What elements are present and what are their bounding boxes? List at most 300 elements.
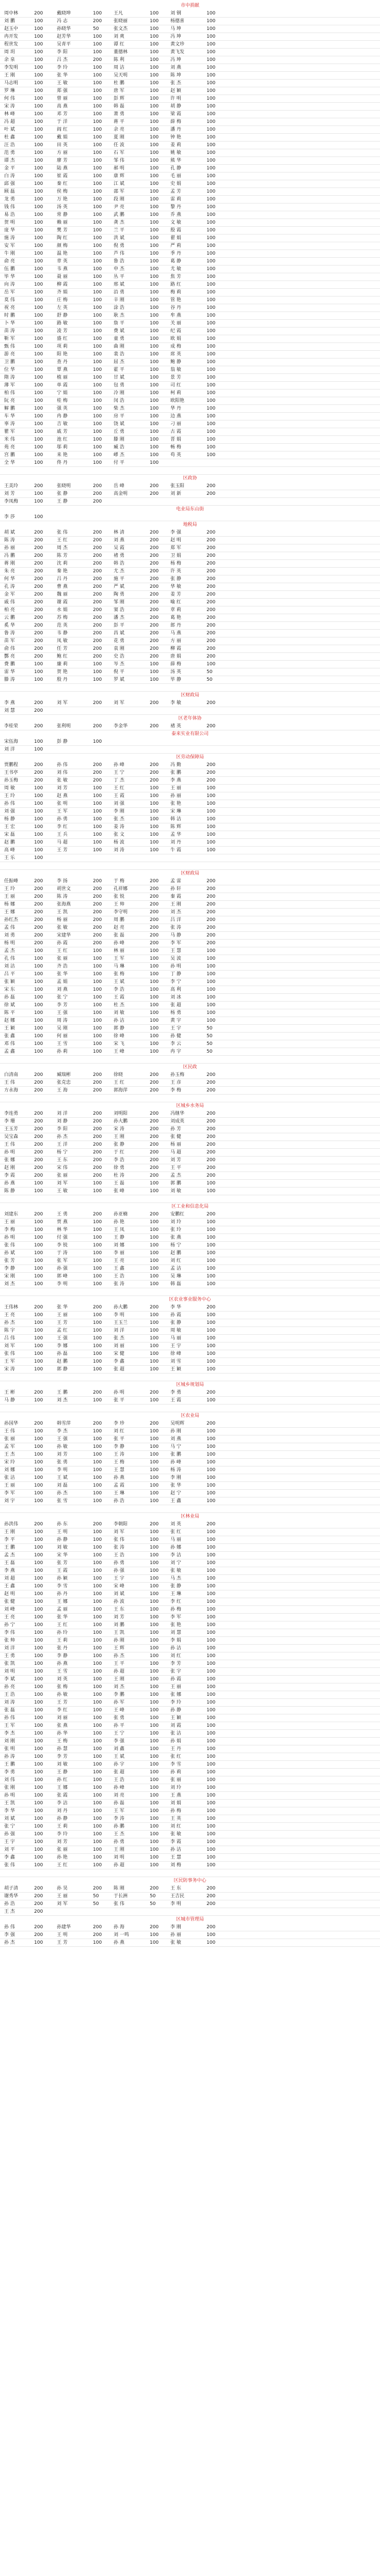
donor-name-cell: 王 颖 [4, 1026, 15, 1031]
donation-amount-cell [207, 498, 227, 505]
donation-amount-cell: 100 [93, 1344, 102, 1349]
donation-amount-cell: 100 [34, 1839, 43, 1845]
donation-amount-cell: 100 [93, 1940, 102, 1945]
table-row [0, 630, 380, 637]
donation-amount-cell: 100 [150, 1661, 159, 1666]
donation-amount-cell: 200 [207, 600, 216, 605]
donation-amount-cell: 100 [34, 1715, 43, 1721]
donation-amount-cell: 100 [93, 1220, 102, 1225]
donation-amount-cell: 100 [34, 228, 43, 233]
donation-amount-cell: 100 [34, 391, 43, 396]
donor-name-cell: 俞 伟 [4, 646, 15, 651]
donor-name-cell: 李 敏 [170, 700, 181, 706]
section-title: 区政协 [183, 476, 197, 481]
donor-name-cell: 张 涛 [114, 1545, 124, 1550]
donation-amount-cell: 100 [93, 391, 102, 396]
donor-name-cell: 孙 涛 [4, 1754, 15, 1759]
donation-amount-cell: 100 [150, 1723, 159, 1728]
donor-name-cell: 张 颖 [4, 979, 15, 985]
table-row [0, 1342, 380, 1350]
donation-amount-cell: 100 [93, 421, 102, 427]
donor-name-cell: 李金华 [114, 724, 128, 729]
donor-name-cell: 裴 浩 [114, 352, 124, 357]
donation-amount-cell: 100 [150, 352, 159, 357]
donor-name-cell: 王书亭 [4, 770, 19, 775]
donation-amount-cell: 200 [93, 483, 102, 489]
donor-name-cell: 向 涛 [4, 282, 15, 287]
donation-amount-cell: 100 [150, 96, 159, 101]
donor-name-cell: 王 斌 [114, 1754, 124, 1759]
donor-name-cell: 孙 静 [57, 1816, 68, 1821]
table-row [0, 1281, 380, 1288]
donor-name-cell: 孙 杰 [114, 1653, 124, 1659]
donor-name-cell: 张 伟 [114, 1537, 124, 1542]
donation-amount-cell: 100 [207, 212, 216, 217]
donor-name-cell [114, 1056, 150, 1063]
donation-amount-cell: 100 [150, 1584, 159, 1589]
donation-amount-cell: 200 [34, 886, 43, 892]
donation-amount-cell: 100 [93, 662, 102, 667]
donor-name-cell: 李 玲 [170, 1700, 181, 1705]
donation-amount-cell: 100 [93, 104, 102, 109]
donor-name-cell: 王伟林 [4, 1305, 19, 1310]
donor-name-cell: 刘 爽 [114, 34, 124, 39]
section-title: 地税局 [183, 522, 197, 527]
donation-amount-cell: 200 [150, 770, 159, 775]
donor-name-cell: 安鹏红 [170, 1212, 185, 1217]
donor-name-cell: 滕 涛 [4, 677, 15, 682]
donation-amount-cell: 200 [207, 886, 216, 892]
donor-name-cell: 李发明 [4, 65, 19, 70]
donor-name-cell: 刘 娟 [170, 1801, 181, 1806]
donor-name-cell: 孟 洁 [170, 1266, 181, 1271]
donor-name-cell: 陈 芳 [57, 553, 68, 558]
donation-amount-cell: 100 [93, 313, 102, 318]
donation-amount-cell: 100 [34, 143, 43, 148]
donation-amount-cell: 100 [93, 1824, 102, 1829]
donor-name-cell: 姜 莉 [170, 143, 181, 148]
donation-amount-cell: 100 [150, 236, 159, 241]
donation-amount-cell: 100 [207, 1653, 216, 1659]
donor-name-cell: 陈 涛 [4, 538, 15, 543]
donor-name-cell: 张 磊 [4, 1708, 15, 1713]
donor-name-cell: 王 琳 [114, 1491, 124, 1496]
donor-name-cell: 贾鹏程 [4, 762, 19, 768]
donation-amount-cell: 100 [207, 1808, 216, 1814]
table-row [0, 1699, 380, 1707]
donation-amount-cell: 200 [34, 1522, 43, 1527]
donor-name-cell: 冯 鹏 [4, 553, 15, 558]
donation-amount-cell: 100 [93, 406, 102, 411]
donation-amount-cell: 100 [93, 1429, 102, 1434]
table-row [0, 1683, 380, 1691]
donor-name-cell [4, 684, 34, 691]
table-row [0, 971, 380, 978]
donation-amount-cell: 100 [150, 1475, 159, 1480]
donor-name-cell: 阮 亮 [4, 398, 15, 403]
donation-amount-cell: 100 [150, 336, 159, 341]
donation-amount-cell: 100 [207, 1282, 216, 1287]
donation-amount-cell: 200 [34, 762, 43, 768]
donor-name-cell: 王 霞 [114, 995, 124, 1000]
donation-amount-cell: 200 [150, 1421, 159, 1426]
donation-amount-cell: 100 [150, 964, 159, 969]
donation-amount-cell: 100 [207, 1855, 216, 1860]
table-row [0, 1823, 380, 1831]
donor-name-cell: 刘 雪 [170, 1359, 181, 1364]
donor-name-cell: 姚 敏 [170, 150, 181, 155]
donation-amount-cell: 100 [93, 1700, 102, 1705]
donor-name-cell: 褚 英 [170, 724, 181, 729]
donation-amount-cell: 100 [207, 1824, 216, 1829]
section-title: 区民政 [183, 1065, 197, 1070]
donation-amount-cell [150, 1288, 170, 1295]
donor-name-cell: 王 莉 [57, 1638, 68, 1643]
donor-name-cell: 徐 峰 [170, 1351, 181, 1356]
donation-amount-cell: 100 [150, 1770, 159, 1775]
donor-name-cell: 李 杰 [4, 1731, 15, 1736]
donation-amount-cell: 100 [207, 1553, 216, 1558]
donor-name-cell: 曾 丽 [57, 96, 68, 101]
table-row [0, 1056, 380, 1064]
table-row [0, 1288, 380, 1296]
donation-amount-cell: 100 [34, 220, 43, 225]
donor-name-cell: 丛 平 [114, 274, 124, 279]
donation-amount-cell: 100 [93, 1568, 102, 1573]
donation-amount-cell: 200 [34, 1142, 43, 1147]
donation-amount-cell: 200 [93, 762, 102, 768]
donation-amount-cell: 200 [207, 538, 216, 543]
donation-amount-cell: 100 [93, 1762, 102, 1767]
donor-name-cell: 张 玲 [170, 1227, 181, 1232]
donation-amount-cell: 100 [93, 1731, 102, 1736]
donation-amount-cell: 100 [34, 460, 43, 465]
table-row [0, 1466, 380, 1474]
donor-name-cell: 王 凯 [57, 910, 68, 915]
donation-amount-cell: 100 [150, 1274, 159, 1279]
donation-amount-cell: 100 [150, 1785, 159, 1790]
donor-name-cell [4, 1095, 34, 1102]
donation-amount-cell: 100 [207, 824, 216, 830]
donor-name-cell: 龙 勇 [4, 197, 15, 202]
donation-amount-cell: 100 [207, 1762, 216, 1767]
donation-amount-cell: 100 [34, 1793, 43, 1798]
donor-name-cell [114, 1373, 150, 1381]
donation-amount-cell: 100 [207, 398, 216, 403]
donation-amount-cell: 200 [150, 1080, 159, 1085]
donor-name-cell: 李 杰 [57, 1429, 68, 1434]
donation-amount-cell: 100 [34, 19, 43, 24]
donor-name-cell: 周 敏 [170, 1328, 181, 1333]
donor-name-cell: 易 浩 [4, 212, 15, 217]
table-row [0, 1900, 380, 1908]
table-row [0, 591, 380, 599]
donation-amount-cell: 100 [93, 143, 102, 148]
donor-name-cell [4, 1288, 34, 1295]
donation-amount-cell: 100 [34, 1452, 43, 1457]
donation-amount-cell: 200 [207, 483, 216, 489]
donor-name-cell: 萧 勇 [114, 112, 124, 117]
donation-amount-cell: 100 [93, 1777, 102, 1783]
donation-amount-cell: 200 [150, 762, 159, 768]
donor-name-cell: 段 刚 [114, 197, 124, 202]
donation-amount-cell: 100 [34, 1684, 43, 1690]
donation-amount-cell: 200 [34, 1886, 43, 1891]
donation-amount-cell: 100 [93, 1313, 102, 1318]
table-row [0, 699, 380, 707]
table-row [0, 219, 380, 227]
donor-name-cell: 王 宇 [170, 1344, 181, 1349]
donor-name-cell: 李 红 [57, 824, 68, 830]
donor-name-cell [114, 854, 150, 862]
donor-name-cell: 孙 鹏 [114, 1824, 124, 1829]
donation-amount-cell: 100 [34, 1591, 43, 1597]
donor-name-cell: 刘 一鸣 [114, 1932, 129, 1938]
donation-amount-cell: 200 [93, 538, 102, 543]
donation-amount-cell: 100 [34, 747, 43, 752]
donation-amount-cell: 200 [34, 607, 43, 613]
donation-amount-cell: 100 [150, 1940, 159, 1945]
donor-name-cell: 王 凯 [114, 1630, 124, 1635]
table-row [0, 1033, 380, 1040]
donor-name-cell: 张克忠 [57, 1080, 71, 1085]
donation-amount-cell: 200 [207, 615, 216, 620]
donation-amount-cell: 200 [150, 700, 159, 706]
donor-name-cell [170, 1505, 207, 1512]
donation-amount-cell: 100 [34, 1708, 43, 1713]
donation-amount-cell: 100 [207, 1568, 216, 1573]
donor-name-cell: 孙 艳 [57, 1855, 68, 1860]
donor-name-cell: 翁 敏 [170, 367, 181, 372]
donation-amount-cell: 100 [207, 972, 216, 977]
donation-amount-cell: 200 [207, 879, 216, 884]
table-row [0, 1598, 380, 1606]
donation-amount-cell: 100 [34, 50, 43, 55]
donation-amount-cell: 100 [207, 135, 216, 140]
donation-amount-cell [207, 746, 227, 753]
table-row [0, 1404, 380, 1412]
donor-name-cell: 张 燕 [170, 1235, 181, 1240]
table-row [0, 258, 380, 266]
donation-amount-cell: 100 [150, 1677, 159, 1682]
donor-name-cell: 刘 红 [114, 1429, 124, 1434]
table-row [0, 1497, 380, 1505]
table-row [0, 165, 380, 173]
donor-name-cell: 毛 丽 [170, 174, 181, 179]
donor-name-cell: 孙 霞 [57, 941, 68, 946]
donor-name-cell: 王 兵 [57, 832, 68, 837]
donor-name-cell: 王 军 [114, 1808, 124, 1814]
table-row [0, 1335, 380, 1342]
table-row [0, 1637, 380, 1645]
donor-name-cell: 祝 亮 [4, 305, 15, 310]
donation-amount-cell: 100 [150, 1235, 159, 1240]
table-row [0, 397, 380, 405]
donation-amount-cell: 100 [207, 1770, 216, 1775]
donation-amount-cell: 200 [150, 894, 159, 899]
donor-name-cell: 刘 勇 [4, 933, 15, 938]
donor-name-cell: 植 丽 [57, 375, 68, 380]
donation-amount-cell: 100 [34, 801, 43, 806]
donor-name-cell: 张 华 [57, 1305, 68, 1310]
donation-amount-cell: 100 [93, 1638, 102, 1643]
section-title: 电业局东山街 [176, 507, 204, 512]
donor-name-cell: 杨 涛 [170, 1467, 181, 1473]
donation-amount-cell: 200 [93, 1522, 102, 1527]
donation-amount-cell: 200 [34, 1165, 43, 1170]
donation-amount-cell: 100 [207, 290, 216, 295]
donation-amount-cell: 200 [150, 1150, 159, 1155]
donation-amount-cell: 100 [150, 290, 159, 295]
donor-name-cell: 张 艳 [170, 801, 181, 806]
donor-name-cell: 王 东 [114, 1607, 124, 1612]
donor-name-cell: 潘 杰 [114, 615, 124, 620]
donation-amount-cell: 200 [93, 623, 102, 628]
donor-name-cell: 张 文 [114, 832, 124, 837]
donation-amount-cell: 100 [93, 189, 102, 194]
donor-name-cell: 赵 宁 [170, 1491, 181, 1496]
donor-name-cell: 马 燕 [170, 631, 181, 636]
donor-name-cell: 孟 杰 [170, 1173, 181, 1178]
donor-name-cell: 屈 杰 [114, 360, 124, 365]
donation-amount-cell: 100 [93, 1545, 102, 1550]
table-row [0, 1521, 380, 1528]
donor-name-cell [170, 1373, 207, 1381]
donor-name-cell: 尹 亮 [114, 205, 124, 210]
donor-name-cell [170, 1095, 207, 1102]
donation-amount-cell: 100 [34, 313, 43, 318]
donor-name-cell: 孙 梅 [170, 1808, 181, 1814]
donation-amount-cell: 100 [93, 34, 102, 39]
donor-name-cell: 常 静 [57, 212, 68, 217]
donation-amount-cell: 200 [207, 941, 216, 946]
donation-amount-cell: 200 [93, 1390, 102, 1395]
donor-name-cell: 聂 丽 [57, 274, 68, 279]
table-row [0, 18, 380, 25]
donor-name-cell: 孙 昊 [57, 1886, 68, 1891]
donation-amount-cell: 200 [93, 1173, 102, 1178]
donor-name-cell: 花 勇 [114, 638, 124, 644]
donor-name-cell: 张 伟 [57, 530, 68, 535]
donor-name-cell: 戴晓坤 [57, 11, 71, 16]
table-row [0, 1552, 380, 1559]
donation-amount-cell: 100 [34, 499, 43, 504]
donation-amount-cell: 100 [150, 65, 159, 70]
table-row [0, 1420, 380, 1428]
donation-amount-cell: 100 [34, 398, 43, 403]
donation-amount-cell: 100 [207, 34, 216, 39]
donor-name-cell: 柏 伟 [4, 391, 15, 396]
donor-name-cell: 王 静 [114, 1235, 124, 1240]
donor-name-cell: 李 丽 [114, 1251, 124, 1256]
donation-amount-cell: 50 [207, 669, 213, 675]
donation-amount-cell: 100 [93, 1026, 102, 1031]
donation-amount-cell: 100 [150, 956, 159, 961]
table-row [0, 916, 380, 924]
table-row [0, 1234, 380, 1242]
donor-name-cell: 王玉兰 [114, 1320, 128, 1325]
donor-name-cell: 王 平 [170, 1165, 181, 1170]
donor-name-cell: 冯 坤 [170, 57, 181, 63]
donor-name-cell: 王 慧 [170, 948, 181, 954]
donor-name-cell: 江 斌 [114, 181, 124, 186]
table-row [0, 482, 380, 490]
donation-amount-cell: 200 [34, 917, 43, 923]
donor-name-cell: 王 静 [57, 499, 68, 504]
donation-amount-cell: 100 [34, 1003, 43, 1008]
donor-name-cell: 何 丽 [57, 1034, 68, 1039]
donor-name-cell: 张 敏 [57, 778, 68, 783]
donation-amount-cell: 200 [93, 1421, 102, 1426]
donation-amount-cell: 100 [34, 809, 43, 814]
donor-name-cell: 吴明辉 [170, 1421, 185, 1426]
donation-amount-cell: 100 [93, 360, 102, 365]
donor-name-cell: 滕 刚 [114, 437, 124, 442]
donor-name-cell: 郝 明 [114, 166, 124, 171]
donation-amount-cell: 100 [207, 42, 216, 47]
donation-amount-cell: 100 [207, 1367, 216, 1372]
donor-name-cell: 孙 伟 [57, 762, 68, 768]
donor-name-cell: 王 凯 [4, 1801, 15, 1806]
donation-amount-cell: 200 [207, 917, 216, 923]
donation-amount-cell: 100 [150, 1243, 159, 1248]
donor-name-cell: 孔祥娜 [114, 886, 128, 892]
donation-amount-cell: 200 [207, 607, 216, 613]
donor-name-cell: 吕 伟 [4, 1336, 15, 1341]
table-row [0, 49, 380, 56]
donation-amount-cell: 100 [150, 321, 159, 326]
donor-name-cell: 刁 丽 [170, 421, 181, 427]
donation-amount-cell: 100 [34, 1429, 43, 1434]
donor-name-cell: 张 锐 [114, 894, 124, 899]
donor-name-cell: 王 琳 [170, 1591, 181, 1597]
donation-amount-cell: 100 [207, 1467, 216, 1473]
donation-amount-cell: 100 [93, 1181, 102, 1186]
donation-amount-cell: 100 [34, 1359, 43, 1364]
donor-name-cell: 林 华 [57, 1227, 68, 1232]
table-row [0, 792, 380, 800]
donor-name-cell: 薄 军 [4, 383, 15, 388]
donation-amount-cell: 200 [34, 1150, 43, 1155]
donor-name-cell: 郑 强 [57, 88, 68, 93]
donation-amount-cell: 100 [150, 1010, 159, 1016]
donor-name-cell: 王 强 [57, 1010, 68, 1016]
donor-name-cell: 张 杰 [170, 81, 181, 86]
donation-amount-cell: 100 [93, 367, 102, 372]
donor-name-cell: 孙 丽 [170, 793, 181, 799]
donor-name-cell: 孙 洁 [170, 1847, 181, 1852]
donor-name-cell: 孙 颖 [57, 1576, 68, 1581]
donation-amount-cell: 100 [34, 1367, 43, 1372]
donation-amount-cell: 100 [34, 1832, 43, 1837]
donation-amount-cell: 100 [34, 1227, 43, 1232]
table-row [0, 327, 380, 335]
donor-name-cell: 张 明 [4, 1746, 15, 1752]
donation-amount-cell [34, 1195, 57, 1203]
donor-name-cell: 孙大鹏 [114, 1119, 128, 1124]
donor-name-cell: 崔 霞 [57, 174, 68, 179]
table-row [0, 467, 380, 475]
donor-name-cell: 吴青平 [57, 42, 71, 47]
donation-amount-cell: 100 [150, 662, 159, 667]
donor-name-cell [57, 1404, 93, 1412]
donor-name-cell: 王 凤 [114, 1227, 124, 1232]
donor-name-cell: 刘 英 [170, 1522, 181, 1527]
donor-name-cell: 王 乐 [4, 855, 15, 861]
donation-amount-cell: 100 [207, 1739, 216, 1744]
donor-name-cell: 张 凯 [4, 1661, 15, 1666]
donor-name-cell: 白清南 [4, 1072, 19, 1078]
